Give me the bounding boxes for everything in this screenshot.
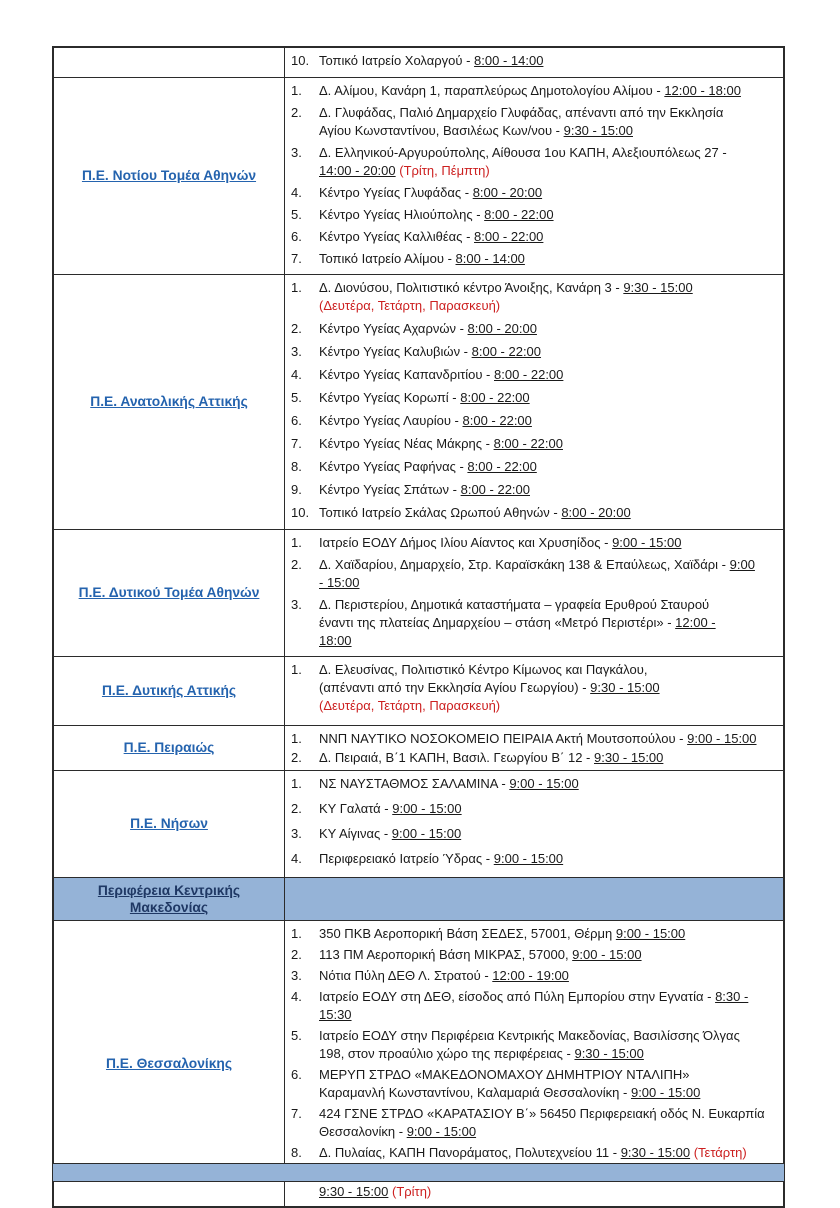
location-text: Δ. Ελληνικού-Αργυρούπολης, Αίθουσα 1ου ΚΑΠΗ, Αλεξιουπόλεως 27 -: [319, 145, 727, 160]
item-number: 3.: [291, 968, 302, 983]
item-number: 3.: [291, 145, 302, 160]
time-range: 8:00 - 22:00: [460, 390, 530, 405]
table-row: [53, 657, 784, 726]
time-range: 8:00 - 14:00: [474, 53, 544, 68]
list-item: [291, 366, 779, 384]
item-number: 2.: [291, 105, 302, 120]
location-text: Ιατρείο ΕΟΔΥ Δήμος Ιλίου Αίαντος και Χρυσηίδος -: [319, 535, 613, 550]
list-item: [291, 946, 779, 964]
day-note: (Τρίτη, Πέμπτη): [395, 163, 490, 178]
item-text: [319, 82, 779, 100]
item-text: [319, 228, 779, 246]
list-item: [291, 206, 779, 224]
location-text: Δ. Γλυφάδας, Παλιό Δημαρχείο Γλυφάδας, απέναντι από την Εκκλησία: [319, 105, 724, 120]
time-range: 8:00 - 22:00: [471, 344, 542, 359]
time-range: 9:00 - 15:00: [612, 535, 682, 550]
list-item: [291, 412, 779, 430]
time-range: 8:00 - 20:00: [467, 321, 537, 336]
locations-cell: [285, 878, 785, 921]
item-text: [319, 967, 779, 985]
item-text: [319, 320, 779, 338]
location-text: Δ. Περιστερίου, Δημοτικά καταστήματα – γραφεία Ερυθρού Σταυρού: [319, 597, 710, 612]
location-text: 113 ΠΜ Αεροπορική Βάση ΜΙΚΡΑΣ, 57000,: [319, 947, 573, 962]
location-text: Κέντρο Υγείας Αχαρνών -: [319, 321, 468, 336]
list-item: [291, 250, 779, 268]
item-text: [319, 1144, 779, 1162]
list-item: [291, 1027, 779, 1063]
location-text: Κέντρο Υγείας Ραφήνας -: [319, 459, 468, 474]
time-range: 9:00: [729, 557, 755, 572]
region-link[interactable]: Π.Ε. Νήσων: [130, 816, 208, 831]
item-text: [319, 1066, 779, 1102]
list-item: [291, 228, 779, 246]
list-item: [291, 775, 779, 793]
location-text: ΝΝΠ ΝΑΥΤΙΚΟ ΝΟΣΟΚΟΜΕΙΟ ΠΕΙΡΑΙΑ Ακτή Μουτσοπούλου -: [319, 731, 688, 746]
list-item: [291, 1105, 779, 1141]
time-range: 8:00 - 20:00: [561, 505, 631, 520]
list-item: [291, 967, 779, 985]
item-number: 4.: [291, 185, 302, 200]
list-item: [291, 556, 779, 592]
list-item: [291, 144, 779, 180]
location-text: ΚΥ Αίγινας -: [319, 826, 392, 841]
list-item: [291, 749, 779, 767]
region-cell: [53, 78, 285, 275]
time-range: 8:00 - 22:00: [494, 367, 564, 382]
item-text: [319, 206, 779, 224]
list-item: [291, 850, 779, 868]
table-row: [53, 530, 784, 657]
table-row: [53, 878, 784, 921]
time-range: - 15:00: [319, 575, 360, 590]
item-text: [319, 481, 779, 499]
time-range: 9:00 - 15:00: [392, 801, 462, 816]
region-link[interactable]: Π.Ε. Νοτίου Τομέα Αθηνών: [81, 168, 257, 183]
item-number: 6.: [291, 413, 302, 428]
location-text: Καραμανλή Κωνσταντίνου, Καλαμαριά Θεσσαλονίκη -: [319, 1085, 631, 1100]
item-number: 7.: [291, 436, 302, 451]
time-range: 9:00 - 15:00: [493, 851, 564, 866]
time-range: 14:00 - 20:00: [319, 163, 396, 178]
item-number: 2.: [291, 947, 302, 962]
list-item: [291, 988, 779, 1024]
item-number: 7.: [291, 1106, 302, 1121]
item-number: 2.: [291, 557, 302, 572]
section-header-label: Περιφέρεια Κεντρικής Μακεδονίας: [97, 882, 241, 915]
item-text: [319, 184, 779, 202]
time-range: 8:00 - 22:00: [474, 229, 544, 244]
time-range: 9:00 - 15:00: [630, 1085, 701, 1100]
region-cell: [53, 657, 285, 726]
day-note: (Τετάρτη): [690, 1145, 747, 1160]
item-text: [319, 988, 779, 1024]
time-range: 9:00 - 15:00: [509, 776, 579, 791]
time-range: 9:00 - 15:00: [391, 826, 462, 841]
list-item: [291, 661, 779, 715]
item-number: 5.: [291, 207, 302, 222]
next-section-header-partial: [52, 1163, 785, 1182]
item-number: 2.: [291, 801, 302, 816]
location-text: Δ. Πυλαίας, ΚΑΠΗ Πανοράματος, Πολυτεχνείου 11 -: [319, 1145, 621, 1160]
item-text: [319, 596, 779, 650]
time-range: 8:00 - 20:00: [472, 185, 543, 200]
item-text: [319, 458, 779, 476]
location-text: 198, στον προαύλιο χώρο της περιφέρειας -: [319, 1046, 575, 1061]
time-range: 8:30 -: [715, 989, 749, 1004]
time-range: 9:30 - 15:00: [563, 123, 633, 138]
item-text: [319, 389, 779, 407]
locations-cell: [285, 726, 785, 771]
region-cell: [53, 771, 285, 878]
locations-cell: [285, 657, 785, 726]
list-item: [291, 184, 779, 202]
list-item: [291, 104, 779, 140]
item-number: 10.: [291, 505, 310, 520]
location-text: Κέντρο Υγείας Ηλιούπολης -: [319, 207, 485, 222]
location-text: Κέντρο Υγείας Λαυρίου -: [319, 413, 463, 428]
list-item: [291, 1144, 779, 1162]
location-text: Δ. Πειραιά, Β΄1 ΚΑΠΗ, Βασιλ. Γεωργίου Β΄ 12 -: [319, 750, 594, 765]
location-text: Κέντρο Υγείας Κορωπί -: [319, 390, 461, 405]
item-number: 5.: [291, 1028, 302, 1043]
item-number: 1.: [291, 83, 302, 98]
list-item: [291, 481, 779, 499]
time-range: 8:00 - 22:00: [484, 207, 554, 222]
list-item: [291, 82, 779, 100]
item-text: [319, 144, 779, 180]
location-text: Ιατρείο ΕΟΔΥ στην Περιφέρεια Κεντρικής Μακεδονίας, Βασιλίσσης Όλγας: [319, 1028, 740, 1043]
location-text: Δ. Αλίμου, Κανάρη 1, παραπλεύρως Δημοτολογίου Αλίμου -: [319, 83, 665, 98]
region-cell: [53, 530, 285, 657]
item-text: [319, 104, 779, 140]
item-number: 1.: [291, 535, 302, 550]
list-item: [291, 596, 779, 650]
item-number: 9.: [291, 482, 302, 497]
day-note: (Τρίτη): [388, 1184, 432, 1199]
item-text: [319, 749, 779, 767]
item-number: 6.: [291, 229, 302, 244]
list-item: [291, 320, 779, 338]
schedule-table-body: [53, 47, 784, 1207]
location-text: Τοπικό Ιατρείο Σκάλας Ωρωπού Αθηνών -: [319, 505, 562, 520]
item-text: [319, 775, 779, 793]
time-range: 9:30 - 15:00: [574, 1046, 644, 1061]
list-item: [291, 730, 779, 748]
time-range: 9:30 - 15:00: [590, 680, 660, 695]
list-item: [291, 800, 779, 818]
time-range: 9:30 - 15:00: [319, 1184, 389, 1199]
item-text: [319, 1105, 779, 1141]
location-text: Κέντρο Υγείας Γλυφάδας -: [319, 185, 473, 200]
item-number: 8.: [291, 1145, 302, 1160]
item-text: [319, 279, 779, 315]
location-text: Κέντρο Υγείας Καλλιθέας -: [319, 229, 475, 244]
region-link[interactable]: Π.Ε. Ανατολικής Αττικής: [90, 394, 248, 409]
time-range: 12:00 -: [675, 615, 716, 630]
item-text: [319, 730, 779, 748]
item-number: 1.: [291, 926, 302, 941]
time-range: 12:00 - 18:00: [664, 83, 741, 98]
region-link[interactable]: Π.Ε. Δυτικής Αττικής: [101, 683, 237, 698]
item-number: 7.: [291, 251, 302, 266]
item-number: 6.: [291, 1067, 302, 1082]
item-text: [319, 250, 779, 268]
list-item: [291, 52, 779, 70]
list-item: [291, 389, 779, 407]
table-row: [53, 47, 784, 78]
location-text: Αγίου Κωνσταντίνου, Βασιλέως Κων/νου -: [319, 123, 564, 138]
time-range: 8:00 - 14:00: [455, 251, 525, 266]
location-text: 424 ΓΣΝΕ ΣΤΡΔΟ «ΚΑΡΑΤΑΣΙΟΥ Β΄» 56450 Περιφερειακή οδός Ν. Ευκαρπία: [319, 1106, 765, 1121]
time-range: 15:30: [319, 1007, 352, 1022]
location-text: Κέντρο Υγείας Καπανδριτίου -: [319, 367, 494, 382]
time-range: 8:00 - 22:00: [462, 413, 532, 428]
time-range: 8:00 - 22:00: [493, 436, 563, 451]
time-range: 9:30 - 15:00: [623, 280, 693, 295]
list-item: [291, 1066, 779, 1102]
table-row: [53, 78, 784, 275]
locations-cell: [285, 47, 785, 78]
location-text: Ιατρείο ΕΟΔΥ στη ΔΕΘ, είσοδος από Πύλη Εμπορίου στην Εγνατία -: [319, 989, 716, 1004]
list-item: [291, 925, 779, 943]
time-range: 9:30 - 15:00: [594, 750, 664, 765]
item-number: 1.: [291, 776, 302, 791]
time-range: 9:00 - 15:00: [615, 926, 686, 941]
locations-cell: [285, 771, 785, 878]
time-range: 9:00 - 15:00: [687, 731, 757, 746]
region-cell: [53, 726, 285, 771]
time-range: 9:30 - 15:00: [620, 1145, 691, 1160]
location-text: Τοπικό Ιατρείο Αλίμου -: [319, 251, 456, 266]
location-text: (απέναντι από την Εκκλησία Αγίου Γεωργίου) -: [319, 680, 591, 695]
section-header-cell: [53, 878, 285, 921]
item-number: 10.: [291, 53, 310, 68]
item-number: 1.: [291, 662, 302, 677]
time-range: 8:00 - 22:00: [460, 482, 530, 497]
item-text: [319, 556, 779, 592]
schedule-table: [52, 46, 785, 1208]
list-item: [291, 343, 779, 361]
location-text: Δ. Ελευσίνας, Πολιτιστικό Κέντρο Κίμωνος και Παγκάλου,: [319, 662, 648, 677]
region-link[interactable]: Π.Ε. Θεσσαλονίκης: [105, 1055, 233, 1071]
location-text: Νότια Πύλη ΔΕΘ Λ. Στρατού -: [319, 968, 493, 983]
location-text: έναντι της πλατείας Δημαρχείου – στάση «Μετρό Περιστέρι» -: [319, 615, 676, 630]
item-number: 1.: [291, 280, 302, 295]
time-range: 9:00 - 15:00: [406, 1124, 477, 1139]
item-number: 4.: [291, 851, 302, 866]
region-cell: [53, 47, 285, 78]
location-text: Τοπικό Ιατρείο Χολαργού -: [319, 53, 475, 68]
item-text: [319, 435, 779, 453]
location-text: ΜΕΡΥΠ ΣΤΡΔΟ «ΜΑΚΕΔΟΝΟΜΑΧΟΥ ΔΗΜΗΤΡΙΟΥ ΝΤΑΛΙΠΗ»: [319, 1067, 690, 1082]
table-row: [53, 771, 784, 878]
list-item: [291, 825, 779, 843]
location-text: Περιφερειακό Ιατρείο Ύδρας -: [319, 851, 494, 866]
list-item: [291, 435, 779, 453]
location-text: ΝΣ ΝΑΥΣΤΑΘΜΟΣ ΣΑΛΑΜΙΝΑ -: [319, 776, 510, 791]
item-text: [319, 366, 779, 384]
item-text: [319, 925, 779, 943]
list-item: [291, 534, 779, 552]
location-text: Κέντρο Υγείας Σπάτων -: [319, 482, 461, 497]
item-number: 1.: [291, 731, 302, 746]
item-text: [319, 412, 779, 430]
item-text: [319, 504, 779, 522]
item-text: [319, 534, 779, 552]
item-text: [319, 343, 779, 361]
location-text: Κέντρο Υγείας Νέας Μάκρης -: [319, 436, 494, 451]
locations-cell: [285, 530, 785, 657]
item-number: 8.: [291, 459, 302, 474]
item-number: 2.: [291, 750, 302, 765]
day-note: (Δευτέρα, Τετάρτη, Παρασκευή): [319, 698, 501, 713]
item-text: [319, 52, 779, 70]
item-text: [319, 661, 779, 715]
item-text: [319, 850, 779, 868]
table-row: [53, 275, 784, 530]
region-link[interactable]: Π.Ε. Δυτικού Τομέα Αθηνών: [78, 585, 260, 600]
item-number: 4.: [291, 367, 302, 382]
item-number: 3.: [291, 826, 302, 841]
time-range: 12:00 - 19:00: [492, 968, 569, 983]
item-number: 2.: [291, 321, 302, 336]
location-text: ΚΥ Γαλατά -: [319, 801, 393, 816]
locations-cell: [285, 275, 785, 530]
location-text: Δ. Διονύσου, Πολιτιστικό κέντρο Άνοιξης, Κανάρη 3 -: [319, 280, 624, 295]
region-cell: [53, 275, 285, 530]
locations-cell: [285, 78, 785, 275]
table-row: [53, 726, 784, 771]
item-text: [319, 825, 779, 843]
day-note: (Δευτέρα, Τετάρτη, Παρασκευή): [319, 298, 501, 313]
location-text: 350 ΠΚΒ Αεροπορική Βάση ΣΕΔΕΣ, 57001, Θέρμη: [319, 926, 616, 941]
location-text: Δ. Χαϊδαρίου, Δημαρχείο, Στρ. Καραϊσκάκη 138 & Επαύλεως, Χαϊδάρι -: [319, 557, 730, 572]
item-text: [319, 946, 779, 964]
list-item: [291, 504, 779, 522]
list-item: [291, 279, 779, 315]
time-range: 8:00 - 22:00: [467, 459, 537, 474]
item-number: 4.: [291, 989, 302, 1004]
location-text: Κέντρο Υγείας Καλυβιών -: [319, 344, 472, 359]
item-number: 3.: [291, 597, 302, 612]
item-text: [319, 1027, 779, 1063]
item-number: 3.: [291, 344, 302, 359]
item-number: 5.: [291, 390, 302, 405]
item-text: [319, 800, 779, 818]
time-range: 9:00 - 15:00: [572, 947, 642, 962]
location-text: Θεσσαλονίκη -: [319, 1124, 407, 1139]
list-item: [291, 458, 779, 476]
region-link[interactable]: Π.Ε. Πειραιώς: [123, 740, 215, 755]
time-range: 18:00: [319, 633, 352, 648]
